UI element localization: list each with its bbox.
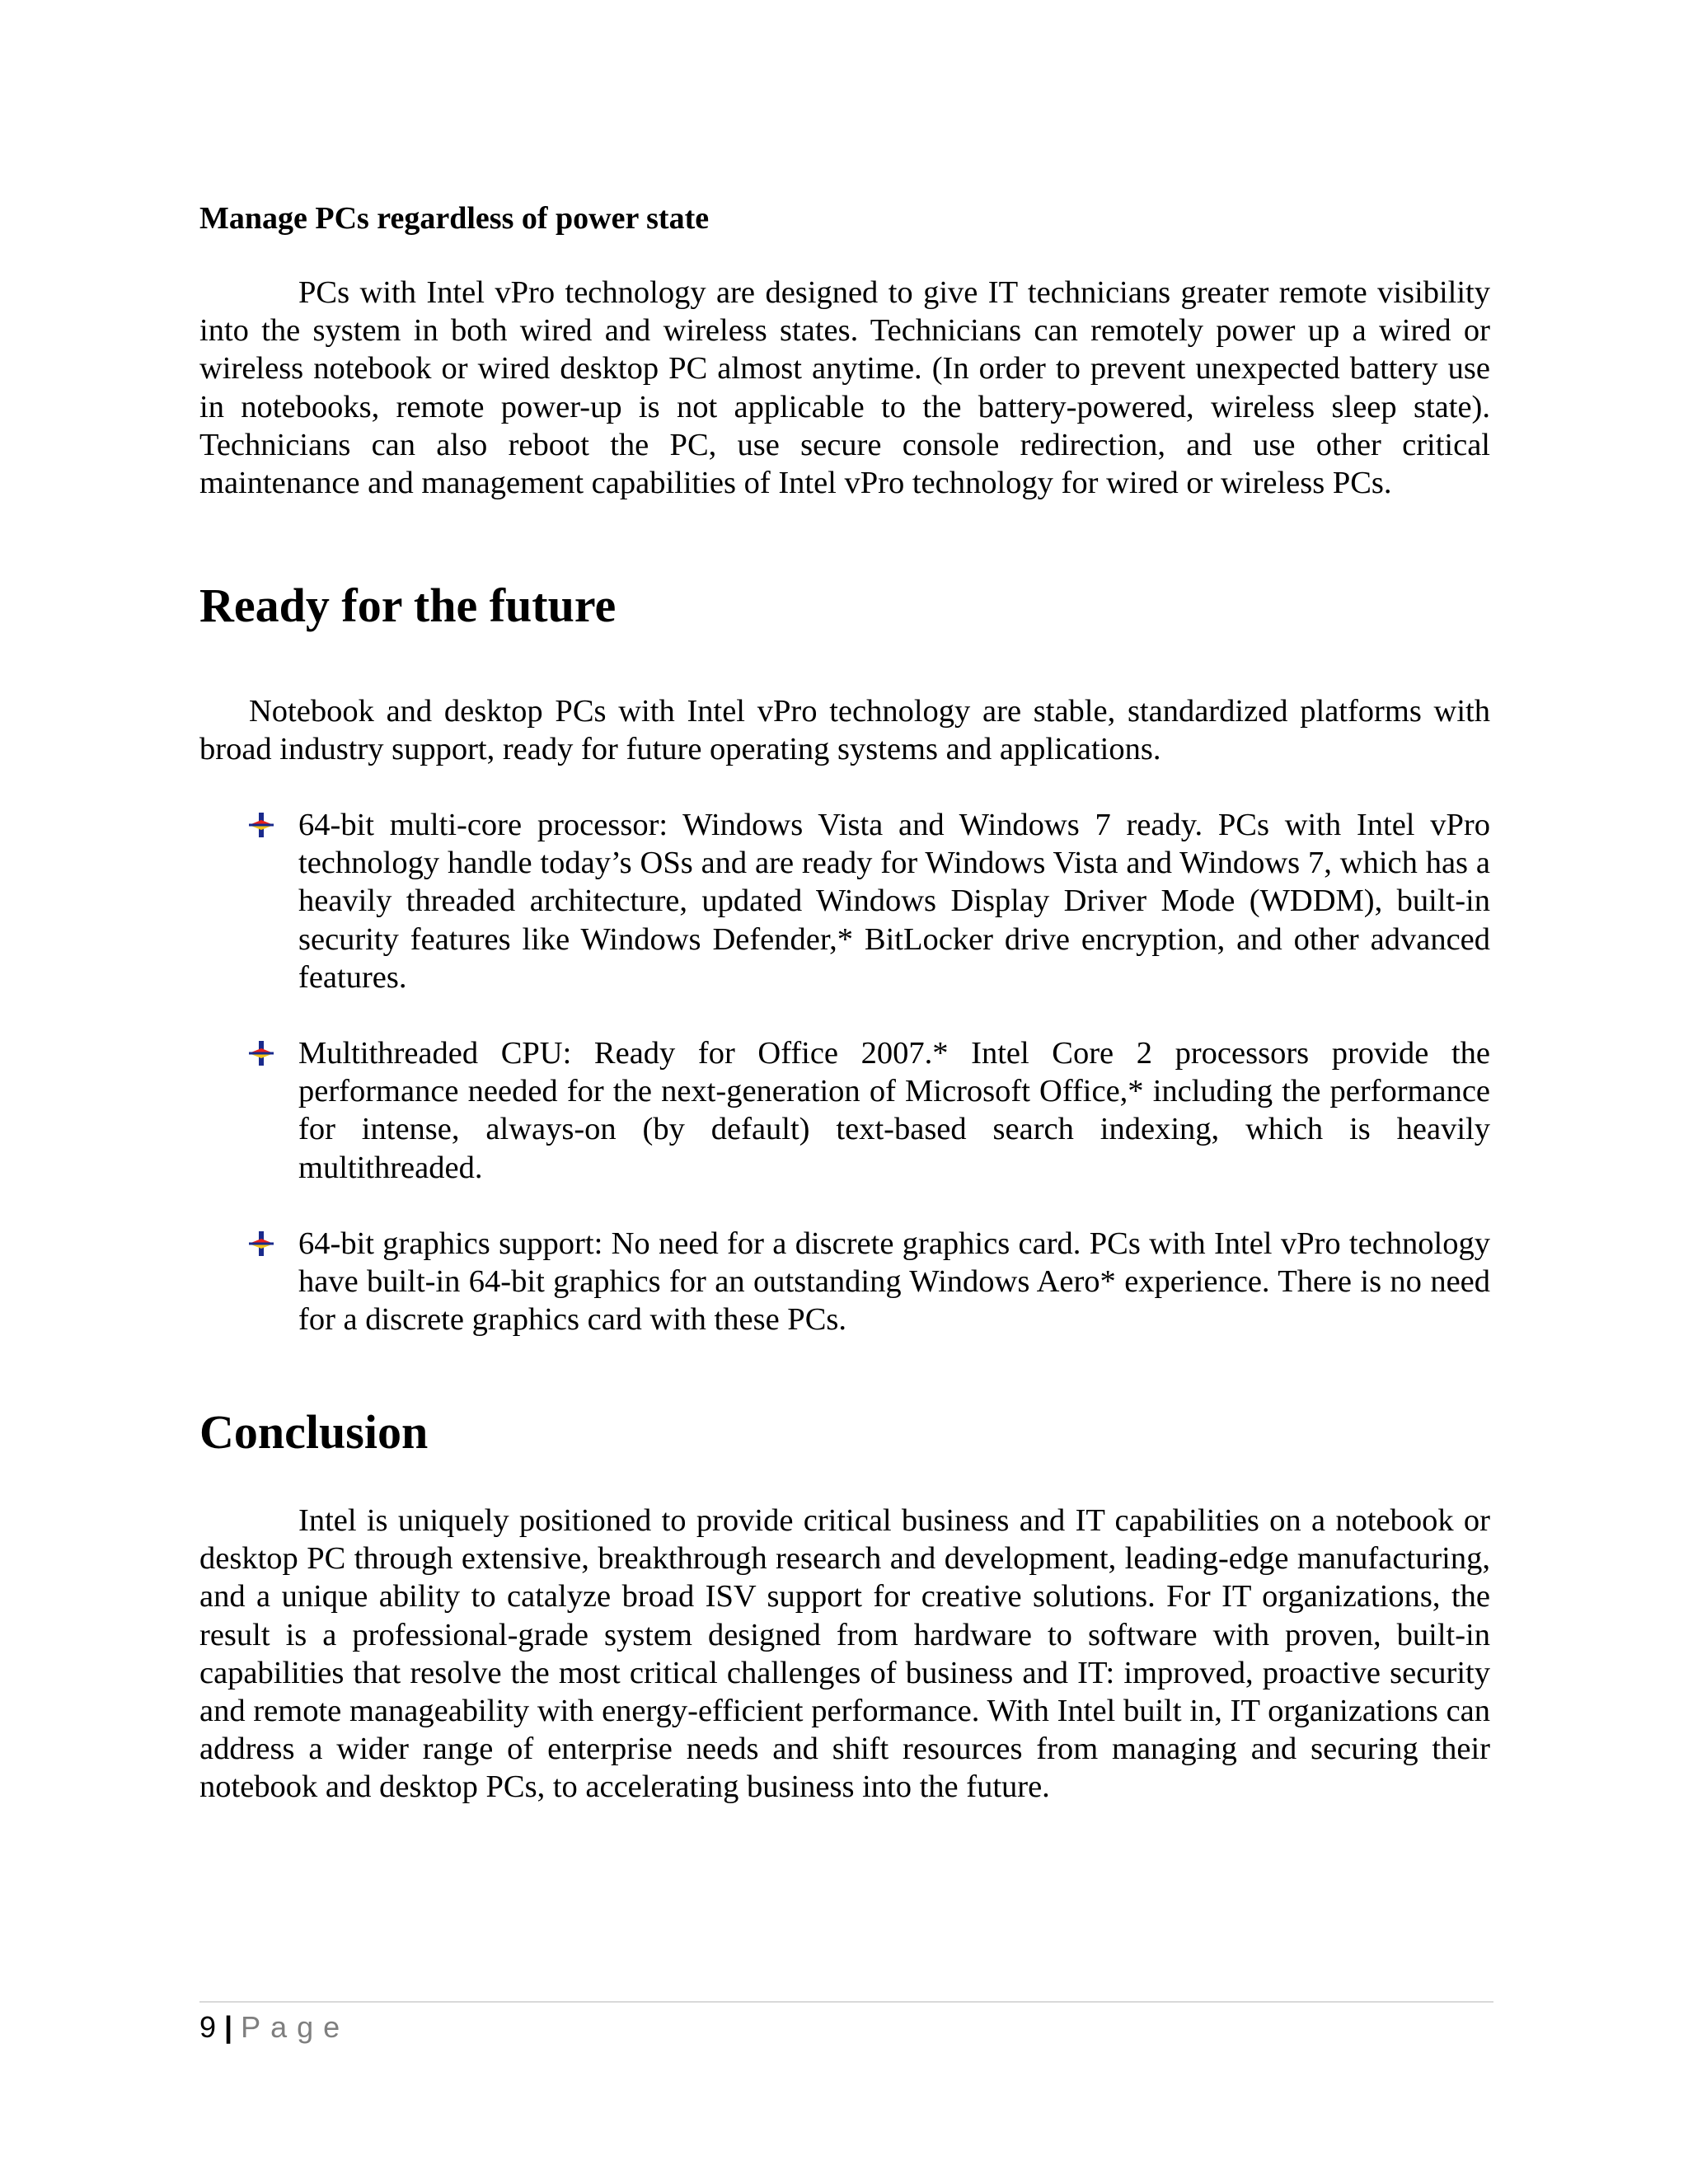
paragraph-conclusion: Intel is uniquely positioned to provide critical business and IT capabilities on a notebook or desktop PC through extensive, breakthrough research and development, leading-edge manufacturing, and a unique ability to catalyze broad ISV support for creative solutions. For IT organizations, the result is a professional-grade system designed from hardware to software with proven, built-in capabilities that resolve the most critical challenges of business and IT: improved, proactive security and remote manageability with energy-efficient performance. With Intel built in, IT organizations can address a wider range of enterprise needs and shift resources from managing and securing their notebook and desktop PCs, to accelerating business into the future. xyxy=(199,1503,1490,1805)
list-item xyxy=(249,1034,1490,1187)
footer-separator: | xyxy=(224,2010,233,2044)
list-item xyxy=(249,1225,1490,1339)
four-point-star-bullet-icon xyxy=(249,1041,274,1066)
bullet-text: Multithreaded CPU: Ready for Office 2007.* Intel Core 2 processors provide the performance needed for the next-generation of Microsoft Office,* including the performance for intense, always-on (by default) text-based search indexing, which is heavily multithreaded. xyxy=(298,1036,1490,1185)
bullet-text: 64-bit graphics support: No need for a discrete graphics card. PCs with Intel vPro technology have built-in 64-bit graphics for an outstanding Windows Aero* experience. There is no need for a discrete graphics card with these PCs. xyxy=(298,1226,1490,1338)
footer-divider xyxy=(199,2001,1493,2003)
bullet-list-ready-features xyxy=(249,806,1490,1376)
section-heading-ready-for-future: Ready for the future xyxy=(199,579,617,632)
paragraph-manage-pcs: PCs with Intel vPro technology are designed to give IT technicians greater remote visibility into the system in both wired and wireless states. Technicians can remotely power up a wired or wireless notebook or wired desktop PC almost anytime. (In order to prevent unexpected battery use in notebooks, remote power-up is not applicable to the battery-powered, wireless sleep state). Technicians can also reboot the PC, use secure console redirection, and use other critical maintenance and management capabilities of Intel vPro technology for wired or wireless PCs. xyxy=(199,275,1490,501)
four-point-star-bullet-icon xyxy=(249,813,274,837)
bullet-text: 64-bit multi-core processor: Windows Vista and Windows 7 ready. PCs with Intel vPro technology handle today’s OSs and are ready for Windows Vista and Windows 7, which has a heavily threaded architecture, updated Windows Display Driver Mode (WDDM), built-in security features like Windows Defender,* BitLocker drive encryption, and other advanced features. xyxy=(298,808,1490,995)
page-label: Page xyxy=(241,2010,350,2044)
four-point-star-bullet-icon xyxy=(249,1231,274,1256)
page-footer xyxy=(199,2004,349,2050)
section-heading-manage-pcs: Manage PCs regardless of power state xyxy=(199,201,710,236)
section-heading-conclusion: Conclusion xyxy=(199,1405,429,1459)
paragraph-ready-intro: Notebook and desktop PCs with Intel vPro technology are stable, standardized platforms with broad industry support, ready for future operating systems and applications. xyxy=(199,694,1490,767)
document-page xyxy=(199,0,1490,2184)
list-item xyxy=(249,806,1490,996)
page-number: 9 xyxy=(199,2010,217,2044)
